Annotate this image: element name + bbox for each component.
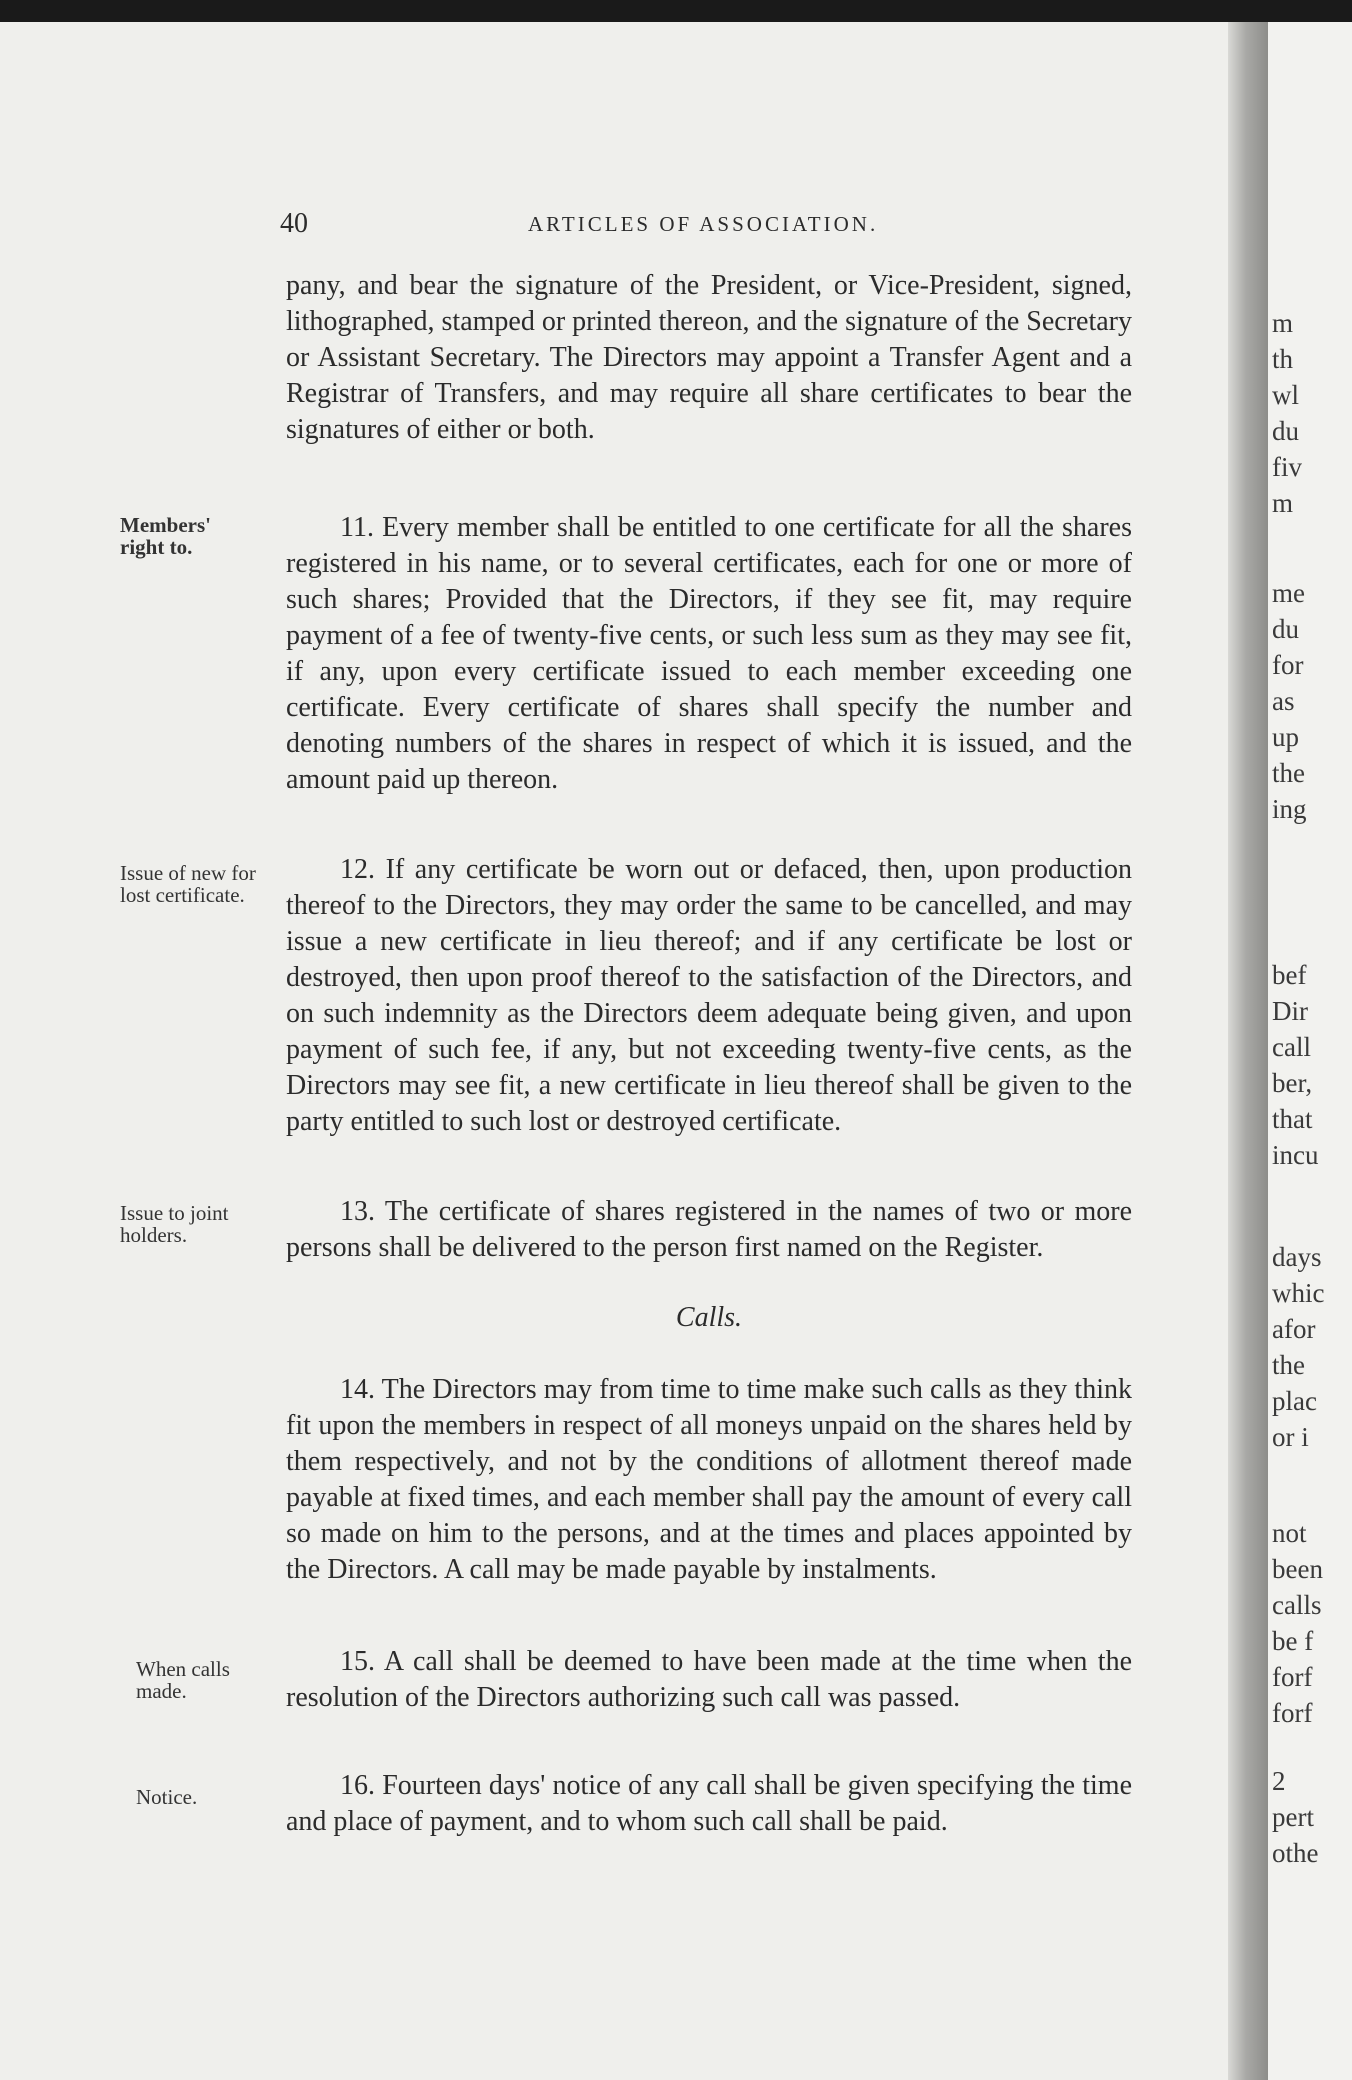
facing-page-fragment: incu [1272,1140,1319,1170]
facing-page-fragment: othe [1272,1838,1319,1868]
sidenote-members-right: Members' right to. [120,513,211,559]
sidenote-issue-new-certificate: Issue of new for lost certificate. [120,861,256,907]
facing-page-fragment: been [1272,1554,1323,1584]
facing-page-fragment: not [1272,1518,1307,1548]
facing-page-fragment: be f [1272,1626,1314,1656]
facing-page-fragment: Dir [1272,996,1308,1026]
facing-page-fragment: 2 [1272,1766,1286,1796]
facing-page-edge [1268,22,1352,2080]
paragraph-article-13: 13. The certificate of shares registered in the names of two or more persons shall be delivered to the person first named on the Register. [286,1196,1132,1263]
paragraph-article-14: 14. The Directors may from time to time make such calls as they think fit upon the members in respect of all moneys unpaid on the shares held by them respectively, and not by the conditions of allotment thereof made payable at fixed times, and each member shall pay the amount of every call so made on him to the persons, and at the times and places appointed by the Directors. A call may be made payable by instalments. [286,1374,1132,1585]
facing-page-fragment: wl [1272,380,1299,410]
facing-page-fragment: du [1272,416,1299,446]
facing-page-fragment: that [1272,1104,1313,1134]
page-header [280,208,1140,248]
sidenote-notice: Notice. [136,1785,198,1809]
facing-page-fragment: ber, [1272,1068,1313,1098]
paragraph-article-15: 15. A call shall be deemed to have been made at the time when the resolution of the Directors authorizing such call was passed. [286,1646,1132,1713]
facing-page-fragment: for [1272,650,1304,680]
facing-page-fragment: m [1272,308,1294,338]
facing-page-fragment: as [1272,686,1295,716]
scan-top-border [0,0,1352,22]
facing-page-fragment: whic [1272,1278,1325,1308]
facing-page-fragment: ing [1272,794,1307,824]
paragraph-article-12: 12. If any certificate be worn out or defaced, then, upon production thereof to the Directors, they may order the same to be cancelled, and may issue a new certificate in lieu thereof; and if any certificate be lost or destroyed, then upon proof thereof to the satisfaction of the Directors, and on such indemnity as the Directors deem adequate being given, and upon payment of such fee, if any, but not exceeding twenty-five cents, as the Directors may see fit, a new certificate in lieu thereof shall be given to the party entitled to such lost or destroyed certificate. [286,854,1132,1137]
facing-page-fragment: or i [1272,1422,1309,1452]
facing-page-fragment: plac [1272,1386,1317,1416]
page-number: 40 [280,208,308,239]
facing-page-fragment: forf [1272,1662,1313,1692]
running-title: ARTICLES OF ASSOCIATION. [528,212,879,236]
facing-page-fragment: bef [1272,960,1307,990]
facing-page-fragment: me [1272,578,1305,608]
facing-page-fragment: du [1272,614,1299,644]
facing-page-fragment: up [1272,722,1299,752]
facing-page-fragment: forf [1272,1698,1313,1728]
facing-page-fragment: call [1272,1032,1311,1062]
facing-page-fragment: the [1272,1350,1305,1380]
facing-page-fragment: afor [1272,1314,1316,1344]
facing-page-fragment: calls [1272,1590,1322,1620]
facing-page-fragment: m [1272,488,1294,518]
facing-page-fragment: days [1272,1242,1322,1272]
paragraph-article-16: 16. Fourteen days' notice of any call shall be given specifying the time and place of payment, and to whom such call shall be paid. [286,1770,1132,1837]
section-heading-calls: Calls. [675,1302,743,1333]
sidenote-issue-joint-holders: Issue to joint holders. [120,1201,229,1247]
paragraph-article-11: 11. Every member shall be entitled to one certificate for all the shares registered in his name, or to several certificates, each for one or more of such shares; Provided that the Directors, if they see fit, may require payment of a fee of twenty-five cents, or such less sum as they may see fit, if any, upon every certificate issued to each member exceeding one certificate. Every certificate of shares shall specify the number and denoting numbers of the shares in respect of which it is issued, and the amount paid up thereon. [286,512,1132,795]
paragraph-continuation: pany, and bear the signature of the President, or Vice-President, signed, lithographed, stamped or printed thereon, and the signature of the Secretary or Assistant Secretary. The Directors may appoint a Transfer Agent and a Registrar of Transfers, and may require all share certificates to bear the signatures of either or both. [286,270,1132,445]
facing-page-fragment: pert [1272,1802,1314,1832]
facing-page-fragment: th [1272,344,1294,374]
facing-page-fragment: fiv [1272,452,1302,482]
sidenote-when-calls-made: When calls made. [136,1657,230,1703]
facing-page-fragment: the [1272,758,1305,788]
book-spine-shadow [1228,22,1268,2080]
